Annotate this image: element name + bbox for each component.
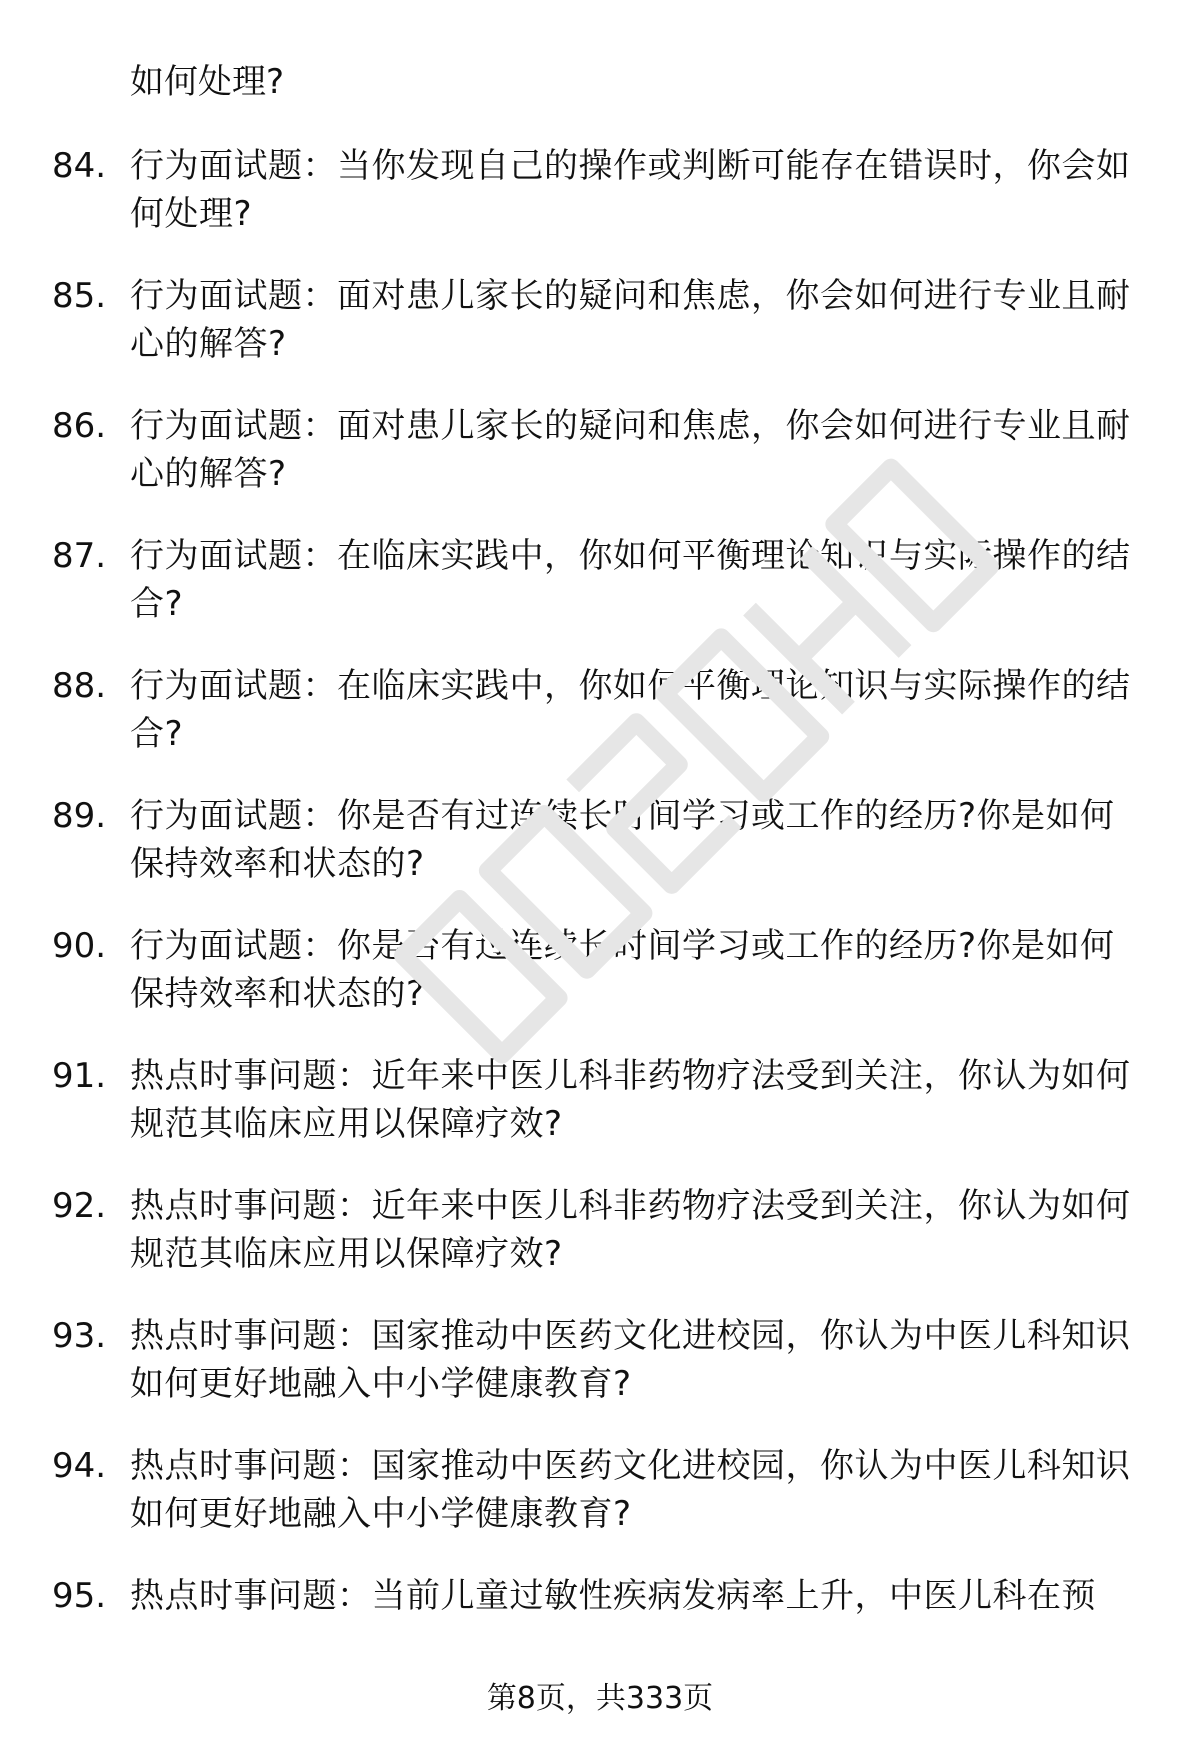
list-item [0,402,1200,532]
question-list [0,142,1200,1702]
item-text: 行为面试题：面对患儿家长的疑问和焦虑，你会如何进行专业且耐心的解答? [130,406,1131,494]
item-number: 95. [52,1576,107,1616]
item-number: 93. [52,1316,107,1356]
item-number: 92. [52,1186,107,1226]
page-footer: 第8页，共333页 [486,1681,714,1716]
item-number: 94. [52,1446,107,1486]
item-text: 热点时事问题：国家推动中医药文化进校园，你认为中医儿科知识如何更好地融入中小学健康教育? [130,1446,1131,1534]
item-number: 86. [52,406,107,446]
list-item [0,1052,1200,1182]
item-text: 热点时事问题：当前儿童过敏性疾病发病率上升，中医儿科在预 [130,1576,1096,1616]
item-number: 87. [52,536,107,576]
item-text: 行为面试题：当你发现自己的操作或判断可能存在错误时，你会如何处理? [130,146,1131,234]
item-text: 热点时事问题：近年来中医儿科非药物疗法受到关注，你认为如何规范其临床应用以保障疗效? [130,1056,1131,1144]
item-number: 90. [52,926,107,966]
list-item [0,792,1200,922]
list-item [0,532,1200,662]
item-text: 行为面试题：在临床实践中，你如何平衡理论知识与实际操作的结合? [130,666,1131,754]
list-item [0,1312,1200,1442]
list-item [0,142,1200,272]
list-item [0,1442,1200,1572]
item-text: 行为面试题：你是否有过连续长时间学习或工作的经历?你是如何保持效率和状态的? [130,796,1115,884]
continuation-text: 如何处理? [130,62,285,102]
item-text: 热点时事问题：近年来中医儿科非药物疗法受到关注，你认为如何规范其临床应用以保障疗效? [130,1186,1131,1274]
item-number: 91. [52,1056,107,1096]
item-number: 89. [52,796,107,836]
item-text: 行为面试题：在临床实践中，你如何平衡理论知识与实际操作的结合? [130,536,1131,624]
list-item [0,272,1200,402]
item-number: 85. [52,276,107,316]
list-item [0,922,1200,1052]
item-text: 行为面试题：面对患儿家长的疑问和焦虑，你会如何进行专业且耐心的解答? [130,276,1131,364]
item-text: 热点时事问题：国家推动中医药文化进校园，你认为中医儿科知识如何更好地融入中小学健康教育? [130,1316,1131,1404]
list-item [0,662,1200,792]
item-text: 行为面试题：你是否有过连续长时间学习或工作的经历?你是如何保持效率和状态的? [130,926,1115,1014]
item-number: 84. [52,146,107,186]
item-number: 88. [52,666,107,706]
list-item [0,1182,1200,1312]
